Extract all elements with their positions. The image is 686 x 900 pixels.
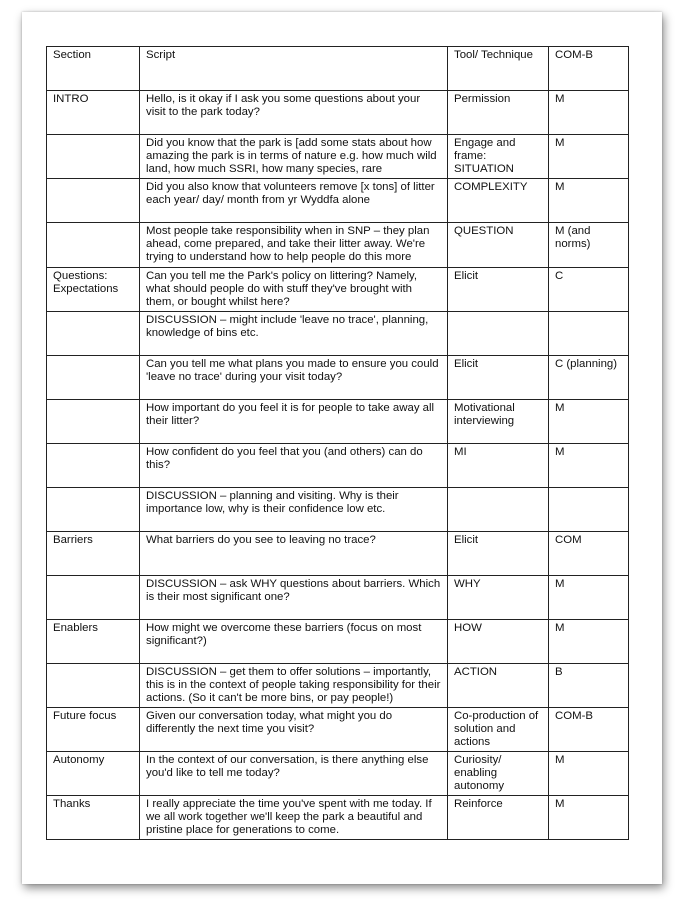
- cell-tool: [448, 268, 549, 312]
- cell-comb-text: COM-B: [555, 710, 593, 722]
- cell-comb: [549, 708, 629, 752]
- cell-script-text: Did you also know that volunteers remove [x tons] of litter each year/ day/ month from yr Wyddfa alone: [146, 181, 435, 206]
- table-row: [47, 400, 629, 444]
- cell-tool: [448, 708, 549, 752]
- cell-comb: [549, 532, 629, 576]
- cell-script-text: In the context of our conversation, is there anything else you'd like to tell me today?: [146, 754, 429, 779]
- cell-tool-text: Elicit: [454, 534, 479, 546]
- table-row: [47, 223, 629, 268]
- cell-tool: [448, 135, 549, 179]
- cell-script: [140, 356, 448, 400]
- table-row: [47, 444, 629, 488]
- cell-tool-text: Co-production of solution and actions: [454, 710, 539, 748]
- cell-script-text: Most people take responsibility when in SNP – they plan ahead, come prepared, and take their litter away. We're trying to understand how to help people do this more: [146, 225, 430, 263]
- cell-comb-text: COM: [555, 534, 582, 546]
- cell-script-text: Can you tell me what plans you made to ensure you could 'leave no trace' during your visit today?: [146, 358, 439, 383]
- cell-script-text: Given our conversation today, what might you do differently the next time you visit?: [146, 710, 393, 735]
- cell-comb-text: M: [555, 798, 565, 810]
- cell-script: [140, 708, 448, 752]
- cell-tool: [448, 796, 549, 840]
- document-page: [22, 12, 662, 884]
- cell-tool-text: ACTION: [454, 666, 498, 678]
- cell-tool: [448, 532, 549, 576]
- cell-section-text: Questions: Expectations: [53, 270, 119, 295]
- cell-tool-text: Curiosity/ enabling autonomy: [454, 754, 505, 792]
- cell-section-text: Thanks: [53, 798, 91, 810]
- cell-script-text: I really appreciate the time you've spent with me today. If we all work together we'll keep the park a beautiful and pristine place for generations to come.: [146, 798, 432, 836]
- cell-section: [47, 444, 140, 488]
- header-script: Script: [140, 47, 448, 91]
- cell-script: [140, 268, 448, 312]
- cell-section: [47, 356, 140, 400]
- table-row: [47, 620, 629, 664]
- cell-comb: [549, 179, 629, 223]
- cell-tool-text: HOW: [454, 622, 482, 634]
- cell-section: [47, 576, 140, 620]
- cell-tool-text: Elicit: [454, 270, 479, 282]
- cell-comb-text: M: [555, 754, 565, 766]
- cell-tool-text: Motivational interviewing: [454, 402, 515, 427]
- cell-comb: [549, 312, 629, 356]
- cell-script: [140, 620, 448, 664]
- cell-tool: [448, 356, 549, 400]
- cell-comb-text: M: [555, 137, 565, 149]
- table-row: [47, 91, 629, 135]
- table-row: [47, 312, 629, 356]
- cell-script: [140, 444, 448, 488]
- cell-tool: [448, 444, 549, 488]
- cell-script-text: DISCUSSION – planning and visiting. Why is their importance low, why is their confidence low etc.: [146, 490, 399, 515]
- cell-tool: [448, 664, 549, 708]
- cell-section: [47, 223, 140, 268]
- cell-tool-text: QUESTION: [454, 225, 514, 237]
- cell-section-text: INTRO: [53, 93, 89, 105]
- table-row: [47, 488, 629, 532]
- cell-comb-text: M (and norms): [555, 225, 591, 250]
- cell-tool-text: MI: [454, 446, 467, 458]
- cell-section: [47, 796, 140, 840]
- table-row: [47, 356, 629, 400]
- cell-tool: [448, 620, 549, 664]
- table-row: [47, 532, 629, 576]
- cell-comb-text: M: [555, 578, 565, 590]
- table-row: [47, 752, 629, 796]
- cell-comb-text: C (planning): [555, 358, 618, 370]
- cell-script-text: How important do you feel it is for people to take away all their litter?: [146, 402, 435, 427]
- cell-section-text: Autonomy: [53, 754, 105, 766]
- cell-script-text: How confident do you feel that you (and others) can do this?: [146, 446, 423, 471]
- table-row: [47, 268, 629, 312]
- cell-tool-text: WHY: [454, 578, 481, 590]
- cell-script: [140, 400, 448, 444]
- cell-tool: [448, 488, 549, 532]
- cell-comb-text: B: [555, 666, 563, 678]
- cell-tool: [448, 91, 549, 135]
- cell-tool-text: Permission: [454, 93, 511, 105]
- cell-comb-text: M: [555, 93, 565, 105]
- table-header-row: [47, 47, 629, 91]
- cell-section: [47, 179, 140, 223]
- cell-script: [140, 752, 448, 796]
- cell-script: [140, 179, 448, 223]
- cell-script-text: Hello, is it okay if I ask you some questions about your visit to the park today?: [146, 93, 421, 118]
- cell-comb: [549, 752, 629, 796]
- cell-script-text: How might we overcome these barriers (focus on most significant?): [146, 622, 422, 647]
- table-row: [47, 796, 629, 840]
- cell-script-text: DISCUSSION – might include 'leave no trace', planning, knowledge of bins etc.: [146, 314, 429, 339]
- cell-comb-text: M: [555, 446, 565, 458]
- cell-script-text: Can you tell me the Park's policy on littering? Namely, what should people do with stuff they've brought with them, or bought whilst here?: [146, 270, 418, 308]
- cell-comb: [549, 91, 629, 135]
- cell-section-text: Barriers: [53, 534, 93, 546]
- header-section: Section: [47, 47, 140, 91]
- table-row: [47, 135, 629, 179]
- cell-script: [140, 135, 448, 179]
- cell-comb-text: C: [555, 270, 564, 282]
- cell-tool-text: Elicit: [454, 358, 479, 370]
- cell-section: [47, 752, 140, 796]
- cell-comb: [549, 796, 629, 840]
- cell-comb: [549, 223, 629, 268]
- script-table: [46, 46, 629, 840]
- cell-script: [140, 664, 448, 708]
- cell-tool: [448, 752, 549, 796]
- table-row: [47, 708, 629, 752]
- table-row: [47, 664, 629, 708]
- cell-script-text: DISCUSSION – get them to offer solutions – importantly, this is in the context of people taking responsibility for their actions. (So it can't be more bins, or pay people!): [146, 666, 441, 704]
- cell-section: [47, 312, 140, 356]
- cell-section: [47, 664, 140, 708]
- cell-section: [47, 488, 140, 532]
- cell-comb: [549, 488, 629, 532]
- cell-tool: [448, 400, 549, 444]
- cell-script: [140, 488, 448, 532]
- cell-section: [47, 400, 140, 444]
- cell-script: [140, 796, 448, 840]
- header-comb: COM-B: [549, 47, 629, 91]
- cell-tool: [448, 576, 549, 620]
- cell-comb: [549, 356, 629, 400]
- cell-tool-text: COMPLEXITY: [454, 181, 528, 193]
- cell-comb: [549, 620, 629, 664]
- cell-tool: [448, 312, 549, 356]
- cell-comb: [549, 576, 629, 620]
- cell-tool: [448, 223, 549, 268]
- cell-section-text: Enablers: [53, 622, 98, 634]
- cell-tool: [448, 179, 549, 223]
- cell-comb: [549, 664, 629, 708]
- cell-script-text: DISCUSSION – ask WHY questions about barriers. Which is their most significant one?: [146, 578, 441, 603]
- cell-section: [47, 620, 140, 664]
- cell-script: [140, 532, 448, 576]
- cell-comb: [549, 135, 629, 179]
- cell-section: [47, 91, 140, 135]
- cell-comb: [549, 268, 629, 312]
- cell-tool-text: Engage and frame: SITUATION: [454, 137, 516, 175]
- cell-script-text: Did you know that the park is [add some stats about how amazing the park is in terms of nature e.g. how much wild land, how much SSRI, how many species, rare: [146, 137, 437, 175]
- cell-script: [140, 576, 448, 620]
- header-tool: Tool/ Technique: [448, 47, 549, 91]
- cell-script: [140, 223, 448, 268]
- cell-comb-text: M: [555, 402, 565, 414]
- cell-section-text: Future focus: [53, 710, 117, 722]
- cell-comb-text: M: [555, 181, 565, 193]
- cell-script: [140, 312, 448, 356]
- cell-section: [47, 708, 140, 752]
- table-row: [47, 179, 629, 223]
- cell-comb: [549, 444, 629, 488]
- cell-script: [140, 91, 448, 135]
- cell-section: [47, 135, 140, 179]
- cell-comb: [549, 400, 629, 444]
- cell-comb-text: M: [555, 622, 565, 634]
- table-row: [47, 576, 629, 620]
- cell-tool-text: Reinforce: [454, 798, 503, 810]
- cell-script-text: What barriers do you see to leaving no trace?: [146, 534, 376, 546]
- cell-section: [47, 532, 140, 576]
- cell-section: [47, 268, 140, 312]
